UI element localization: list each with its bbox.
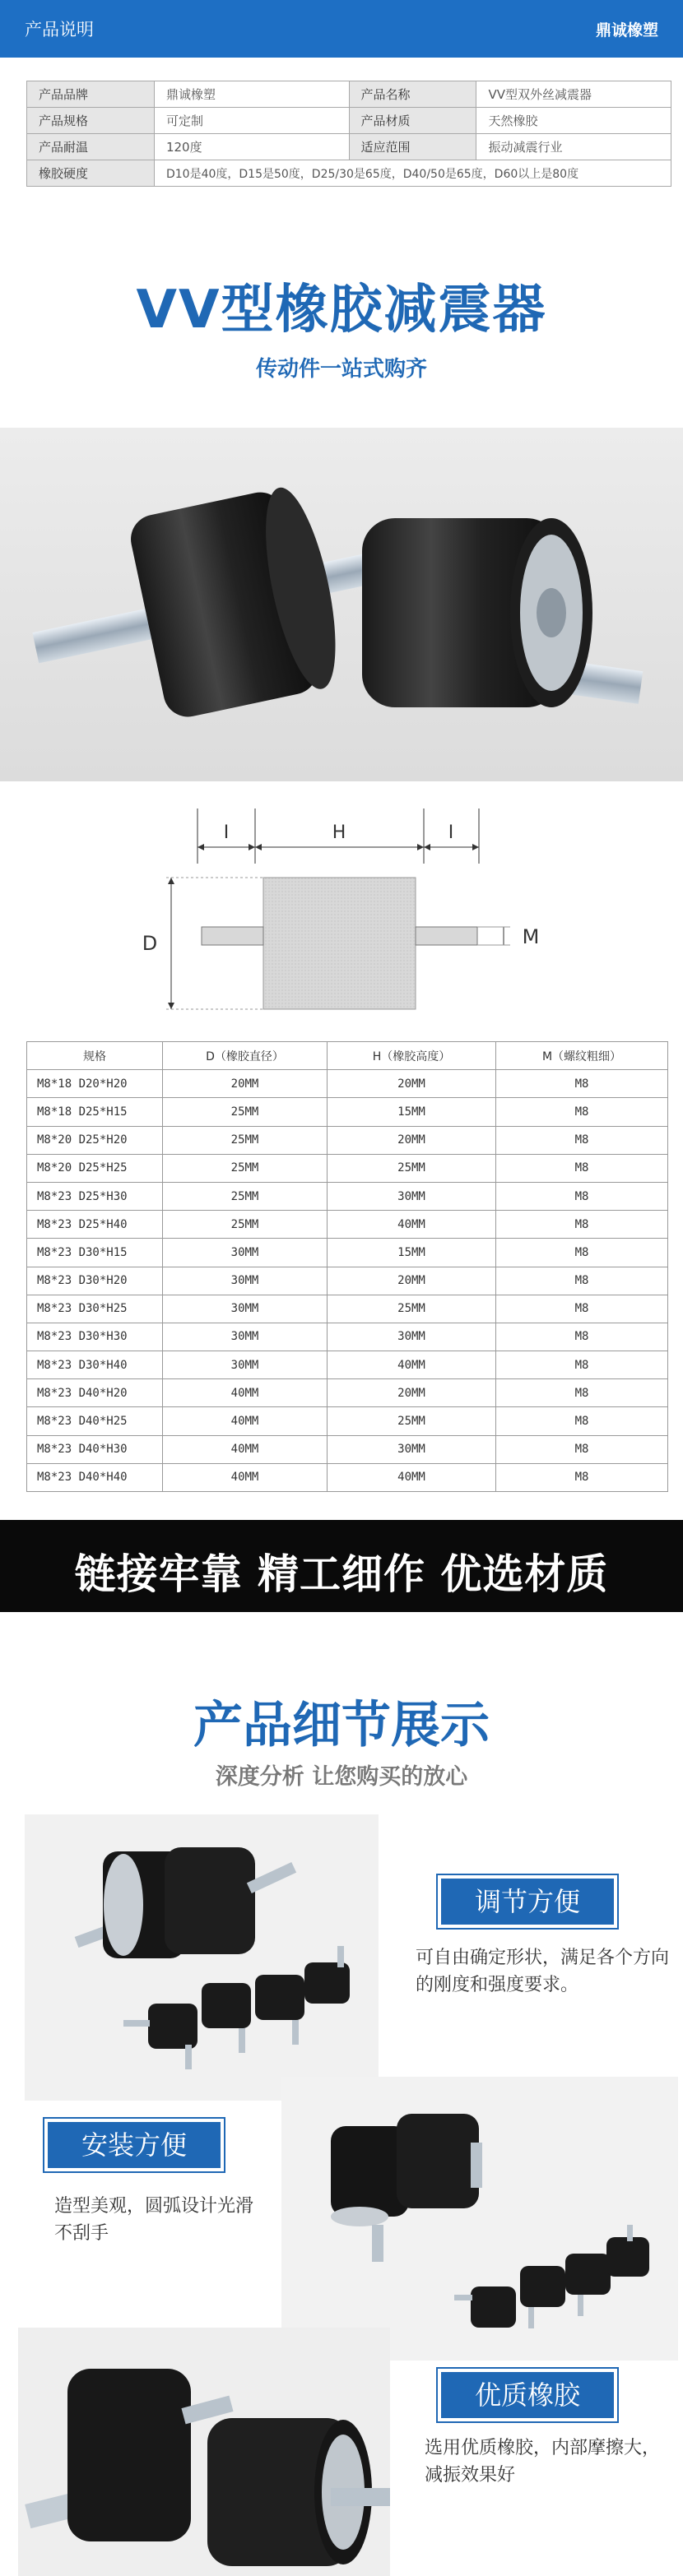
dim-label-h: H [332, 822, 346, 843]
dimension-diagram [123, 802, 560, 1024]
table-row: M8*23 D40*H30 40MM 30MM M8 [27, 1435, 668, 1463]
table-row: M8*20 D25*H25 25MM 25MM M8 [27, 1154, 668, 1182]
table-row: 产品规格 可定制 产品材质 天然橡胶 [27, 108, 671, 134]
table-row: 产品品牌 鼎诚橡塑 产品名称 VV型双外丝减震器 [27, 81, 671, 108]
table-row: M8*23 D40*H20 40MM 20MM M8 [27, 1379, 668, 1407]
header-title: 产品说明 [25, 20, 94, 39]
table-header-row: 规格 D（橡胶直径） H（橡胶高度） M（螺纹粗细） [27, 1042, 668, 1070]
feature-desc-rubber: 选用优质橡胶，内部摩擦大，减振效果好 [425, 2438, 661, 2486]
feature-desc-adjust: 可自由确定形状，满足各个方向的刚度和强度要求。 [416, 1948, 670, 1995]
table-row: 橡胶硬度 D10是40度，D15是50度，D25/30是65度，D40/50是65度，D60以上是80度 [27, 160, 671, 187]
dim-label-d: D [142, 932, 158, 955]
header-bar [0, 0, 683, 58]
detail-photo-3 [18, 2328, 390, 2576]
table-row: M8*23 D30*H20 30MM 20MM M8 [27, 1267, 668, 1295]
table-row: M8*23 D30*H30 30MM 30MM M8 [27, 1323, 668, 1351]
feature-tag-adjust: 调节方便 [441, 1879, 614, 1925]
table-row: M8*23 D25*H40 25MM 40MM M8 [27, 1211, 668, 1239]
table-row: M8*23 D30*H25 30MM 25MM M8 [27, 1295, 668, 1323]
slogan-text: 链接牢靠 精工细作 优选材质 [74, 1550, 609, 1598]
slogan-band [0, 1520, 683, 1612]
detail-photo-2 [281, 2077, 678, 2361]
table-row: M8*18 D25*H15 25MM 15MM M8 [27, 1098, 668, 1126]
dim-label-l2: I [448, 822, 454, 843]
feature-tag-rubber: 优质橡胶 [441, 2372, 614, 2418]
table-row: M8*23 D30*H40 30MM 40MM M8 [27, 1351, 668, 1379]
detail-title: 产品细节展示 [193, 1697, 490, 1754]
detail-photo-1 [25, 1814, 379, 2101]
feature-desc-install: 造型美观，圆弧设计光滑不刮手 [54, 2196, 254, 2244]
spec-table [26, 81, 671, 187]
table-row: M8*20 D25*H20 25MM 20MM M8 [27, 1126, 668, 1154]
dimension-table [26, 1041, 668, 1492]
table-row: 产品耐温 120度 适应范围 振动减震行业 [27, 134, 671, 160]
table-row: M8*23 D30*H15 30MM 15MM M8 [27, 1239, 668, 1267]
hero-photo [0, 428, 683, 781]
dim-label-m: M [522, 925, 540, 948]
table-row: M8*18 D20*H20 20MM 20MM M8 [27, 1070, 668, 1098]
table-row: M8*23 D40*H40 40MM 40MM M8 [27, 1463, 668, 1491]
dim-label-l1: I [223, 822, 230, 843]
table-row: M8*23 D25*H30 25MM 30MM M8 [27, 1182, 668, 1210]
product-title: VV型橡胶减震器 [136, 280, 547, 341]
detail-subtitle: 深度分析 让您购买的放心 [215, 1764, 468, 1790]
table-row: M8*23 D40*H25 40MM 25MM M8 [27, 1407, 668, 1435]
product-subtitle: 传动件一站式购齐 [255, 357, 427, 382]
feature-tag-install: 安装方便 [48, 2122, 221, 2168]
brand-name: 鼎诚橡塑 [595, 21, 658, 39]
